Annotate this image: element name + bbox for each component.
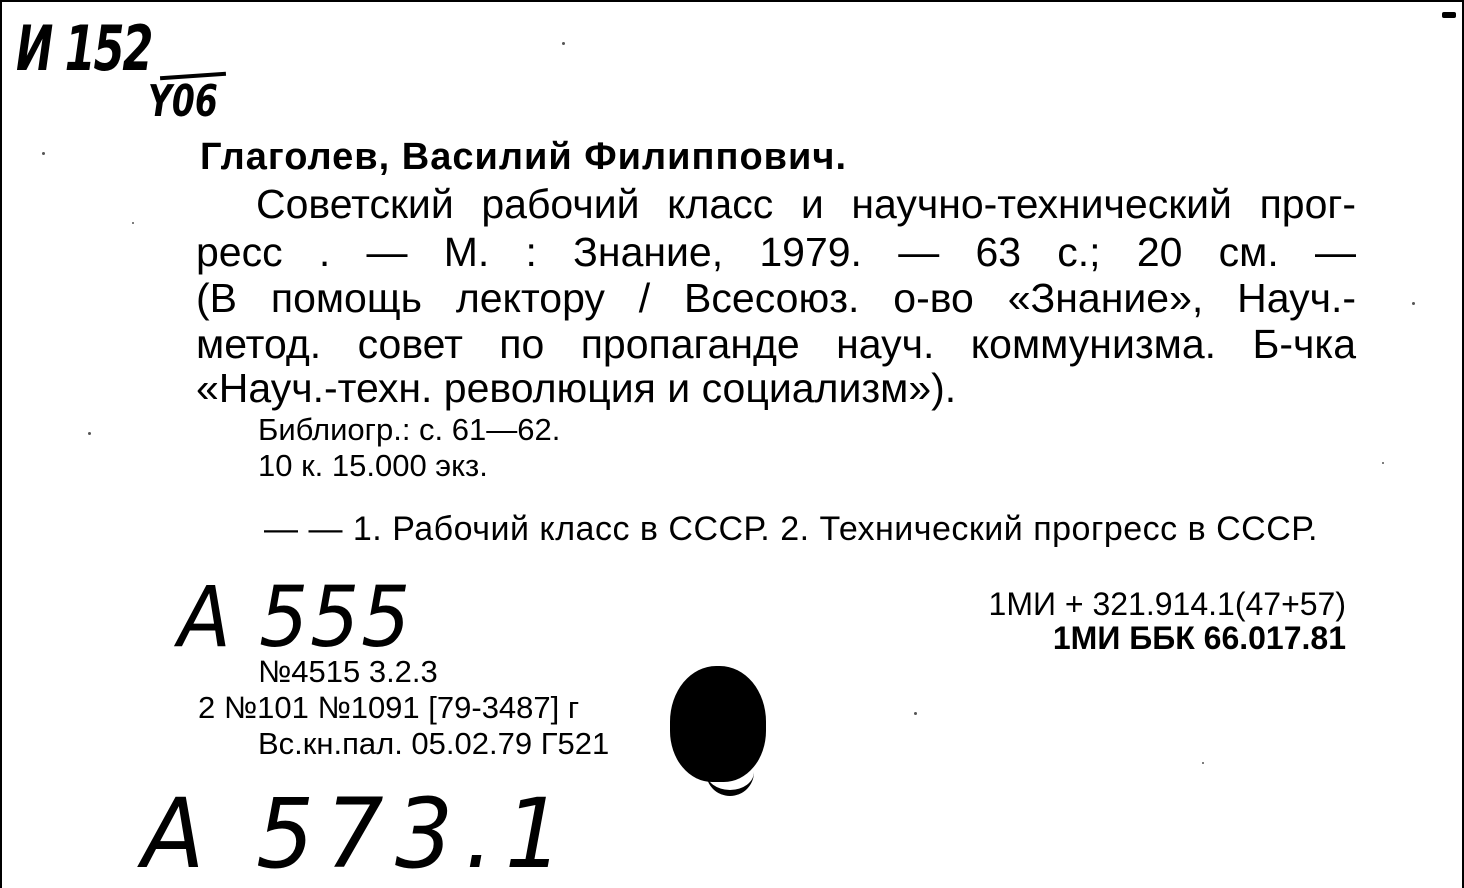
punch-hole (670, 666, 766, 782)
handwritten-call-number: А 555 (178, 568, 413, 666)
description-line-4: метод. совет по пропаганде науч. коммунизма. Б-чка (196, 321, 1356, 367)
description-line-3: (В помощь лектору / Всесоюз. о-во «Знание», Науч.- (196, 275, 1356, 321)
publication-info-line-1: №4515 3.2.3 (258, 654, 438, 689)
scan-speck (88, 432, 91, 435)
scan-speck (42, 152, 45, 155)
scan-speck (914, 712, 917, 715)
publication-info-line-3: Вс.кн.пал. 05.02.79 Г521 (258, 726, 610, 761)
scan-speck (1442, 12, 1456, 18)
scan-speck (562, 42, 565, 45)
description-line-5: «Науч.-техн. революция и социализм»). (196, 365, 957, 411)
scan-speck (132, 222, 134, 224)
scan-speck (1202, 762, 1204, 764)
punch-hole-edge (706, 766, 754, 796)
description-line-2: ресс . — М. : Знание, 1979. — 63 с.; 20 см. — (196, 229, 1356, 275)
handwritten-shelfmark: И 152 (16, 12, 152, 85)
price-and-print-run: 10 к. 15.000 экз. (258, 448, 488, 483)
publication-info-line-2: 2 №101 №1091 [79-3487] г (198, 690, 580, 725)
handwritten-shelfmark-suffix: Y06 (148, 76, 218, 127)
classification-index-1: 1МИ + 321.914.1(47+57) (988, 586, 1346, 622)
scan-speck (1382, 462, 1384, 464)
scan-speck (1412, 302, 1415, 305)
description-line-1: Советский рабочий класс и научно-технический прог- (256, 181, 1356, 227)
handwritten-inventory-number: А 573.1 (142, 778, 575, 888)
bibliography-note: Библиогр.: с. 61—62. (258, 412, 561, 447)
author-heading: Глаголев, Василий Филиппович. (200, 136, 848, 178)
classification-index-2: 1МИ ББК 66.017.81 (1052, 620, 1346, 656)
subject-headings: — — 1. Рабочий класс в СССР. 2. Технический прогресс в СССР. (264, 510, 1318, 548)
